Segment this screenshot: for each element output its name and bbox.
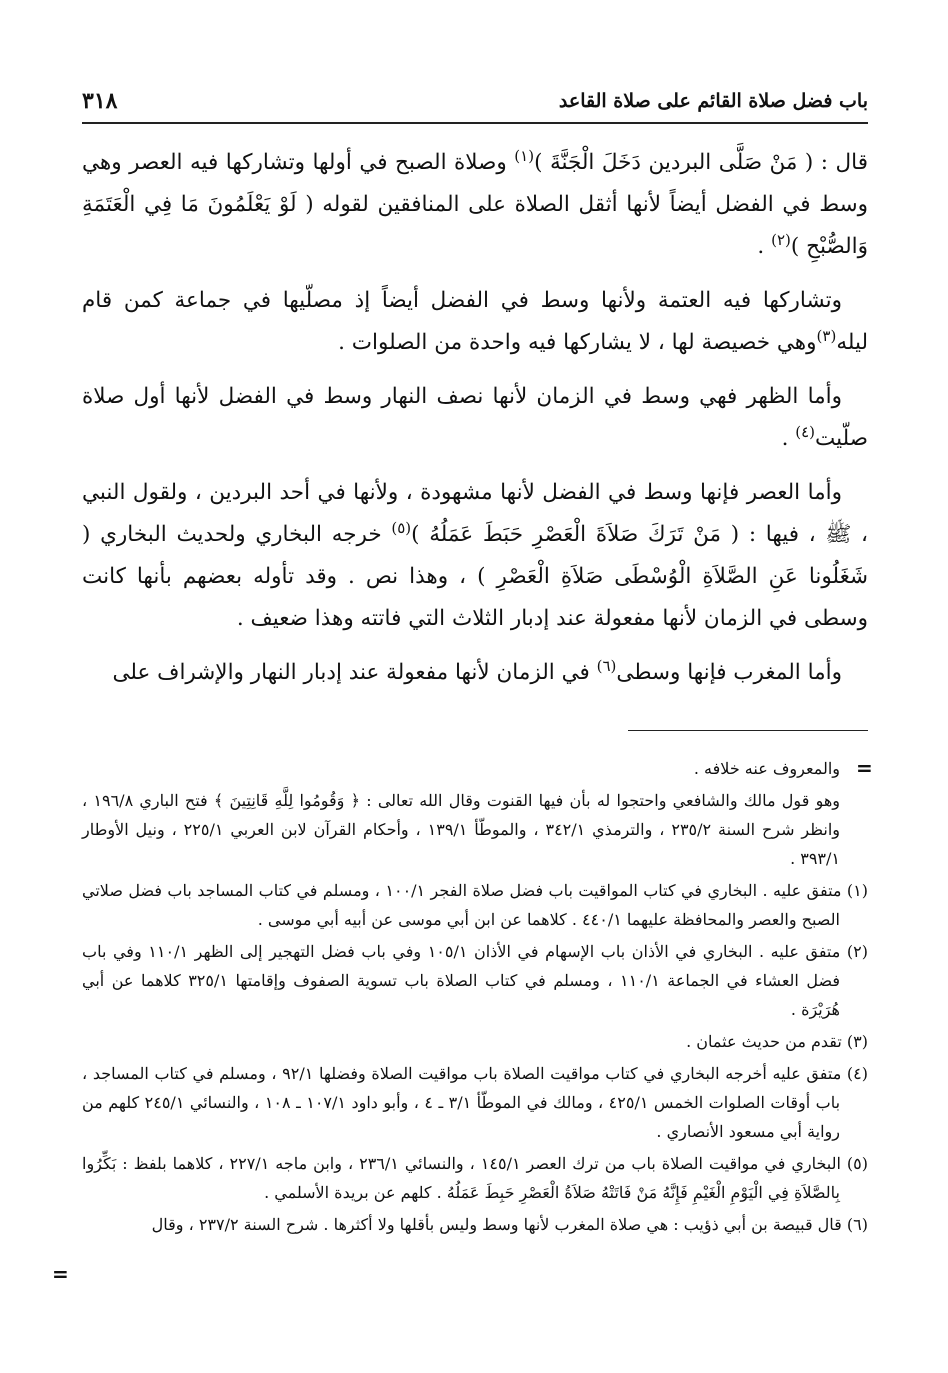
paragraph-text: وأما المغرب فإنها وسطى [616, 660, 842, 685]
paragraph-text: في الزمان لأنها مفعولة عند إدبار النهار والإشراف على [112, 660, 597, 685]
paragraph-text: . [781, 426, 796, 451]
paragraph-text: وصلاة الصبح في أولها وتشاركها فيه العصر وهي وسط في الفضل أيضاً لأنها أثقل الصلاة على المنافقين لقوله ( لَوْ يَعْلَمُونَ مَا فِي الْعَتَمَةِ وَالصُّبْحِ ) [82, 150, 868, 259]
paragraph [82, 142, 868, 268]
main-text [82, 142, 868, 706]
paragraph [82, 652, 868, 694]
footnote: (٣) تقدم من حديث عثمان . [686, 1032, 868, 1051]
continuation-mark: = [52, 1262, 69, 1286]
footnote-marker: (٦) [596, 656, 617, 675]
paragraph-text: وتشاركها فيه العتمة ولأنها وسط في الفضل أيضاً إذ مصلّيها في جماعة كمن قام ليله [82, 288, 868, 355]
footnote-continued: والمعروف عنه خلافه . [693, 759, 840, 778]
paragraph-text: قال : ( مَنْ صَلَّى البردين دَخَلَ الْجَنَّةَ ) [534, 150, 868, 175]
running-title: باب فضل صلاة القائم على صلاة القاعد [558, 90, 868, 112]
paragraph-text: وأما العصر فإنها وسط في الفضل لأنها مشهودة ، ولأنها في أحد البردين ، ولقول النبي ، ﷺ ، فيها : ( مَنْ تَرَكَ صَلاَةَ الْعَصْرِ حَبَطَ عَمَلُهُ ) [82, 480, 868, 547]
footnote-marker: (٤) [795, 422, 816, 441]
footnote-marker: (١) [514, 146, 535, 165]
paragraph-text: خرجه البخاري ولحديث البخاري ( شَغَلُونا عَنِ الصَّلاَةِ الْوُسْطَى صَلاَةِ الْعَصْرِ ) ، وهذا نص . وقد تأوله بعضهم بأنها كانت وسطى في الزمان لأنها مفعولة عند إدبار الثلاث التي فاتته وهذا ضعيف . [82, 522, 868, 631]
footnote: (١) متفق عليه . البخاري في كتاب المواقيت باب فضل صلاة الفجر ١٠٠/١ ، ومسلم في كتاب المساجد باب فضل صلاتي الصبح والعصر والمحافظة عليهما ٤٤٠/١ . كلاهما عن ابن أبي موسى عن أبيه أبي موسى . [82, 881, 868, 929]
continuation-mark: = [856, 756, 873, 780]
footnote-marker: (٢) [771, 230, 791, 249]
footnote: (٦) قال قبيصة بن أبي ذؤيب : هي صلاة المغرب لأنها وسط وليس بأقلها ولا أكثرها . شرح السنة ٢٣٧/٢ ، وقال [151, 1215, 868, 1234]
paragraph [82, 376, 868, 460]
page-number: ٣١٨ [82, 88, 118, 114]
paragraph-text: . [757, 234, 772, 259]
footnote: (٤) متفق عليه أخرجه البخاري في كتاب مواقيت الصلاة باب مواقيت الصلاة وفضلها ٩٢/١ ، ومسلم في كتاب المساجد ، باب أوقات الصلوات الخمس ٤٢٥/١ ، ومالك في الموطّأ ٣/١ ـ ٤ ، وأبو داود ١٠٧/١ ـ ١٠٨ ، والنسائي ٢٤٥/١ كلهم من رواية أبي مسعود الأنصاري . [82, 1064, 869, 1141]
footnote-marker: (٥) [391, 518, 412, 537]
footnote-marker: (٣) [816, 326, 837, 345]
page-header [82, 82, 868, 124]
paragraph-text: وأما الظهر فهي وسط في الزمان لأنها نصف النهار وسط في الفضل لأنها أول صلاة صلّيت [82, 384, 868, 451]
footnote: (٥) البخاري في مواقيت الصلاة باب من ترك العصر ١٤٥/١ ، والنسائي ٢٣٦/١ ، وابن ماجه ٢٢٧/١ ، كلاهما بلفظ : بَكِّرُوا بِالصَّلاَةِ فِي الْيَوْمِ الْغَيْمِ فَإِنَّهُ مَنْ فَاتَتْهُ صَلاَةُ الْعَصْرِ حَبِطَ عَمَلُهُ . كلهم عن بريدة الأسلمي . [82, 1154, 868, 1202]
paragraph-text: وهي خصيصة لها ، لا يشاركها فيه واحدة من الصلوات . [338, 330, 817, 355]
footnote-continued: وهو قول مالك والشافعي واحتجوا له بأن فيها القنوت وقال الله تعالى : ﴿ وَقُومُوا لِلَّهِ قَانِتِينَ ﴾ فتح الباري ١٩٦/٨ ، وانظر شرح السنة ٢٣٥/٢ ، والترمذي ٣٤٢/١ ، والموطّأ ١٣٩/١ ، وأحكام القرآن لابن العربي ٢٢٥/١ ، ونيل الأوطار ٣٩٣/١ . [82, 791, 840, 868]
paragraph [82, 280, 868, 364]
footnote-divider [628, 730, 868, 731]
footnotes [82, 754, 868, 1242]
paragraph [82, 472, 868, 640]
footnote: (٢) متفق عليه . البخاري في الأذان باب الإسهام في الأذان ١٠٥/١ وفي باب فضل التهجير إلى الظهر ١١٠/١ وفي باب فضل العشاء في الجماعة ١١٠/١ ، ومسلم في كتاب الصلاة باب تسوية الصفوف وإقامتها ٣٢٥/١ كلاهما عن أبي هُرَيْرَة . [82, 942, 869, 1019]
